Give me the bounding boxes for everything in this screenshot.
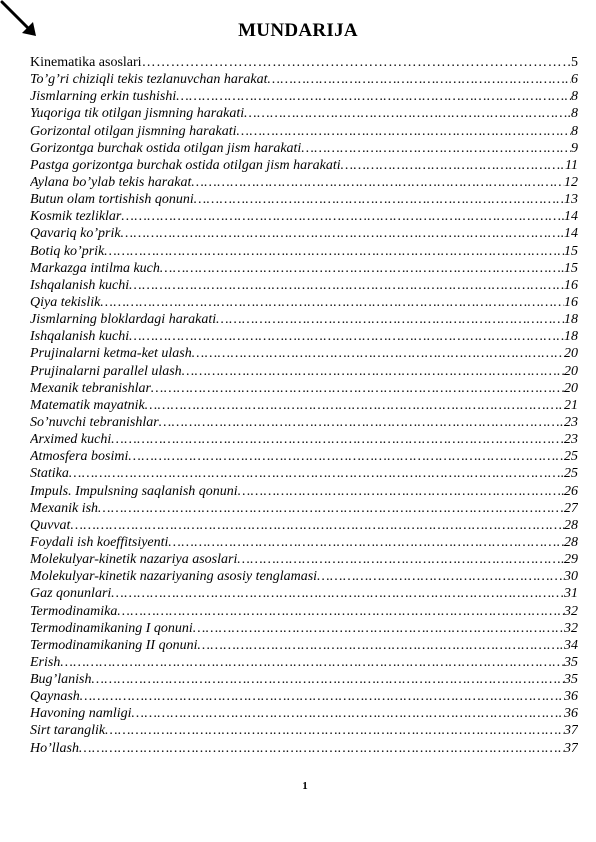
- toc-entry-page: 35: [564, 654, 578, 670]
- toc-entry-page: 20: [564, 363, 578, 379]
- toc-entry-title: Gorizontga burchak ostida otilgan jism harakati: [30, 140, 302, 156]
- toc-entry-page: 15: [564, 243, 578, 259]
- toc-entry-title: Butun olam tortishish qonuni: [30, 192, 194, 208]
- toc-entry[interactable]: [30, 105, 578, 122]
- toc-entry[interactable]: [30, 500, 578, 517]
- toc-entry[interactable]: [30, 208, 578, 225]
- toc-entry[interactable]: [30, 260, 578, 277]
- toc-entry-title: Impuls. Impulsning saqlanish qonuni: [30, 483, 238, 499]
- toc-entry-title: Mexanik ish: [30, 500, 99, 516]
- toc-entry-page: 12: [564, 174, 578, 190]
- toc-entry-title: Kinematika asoslari: [30, 55, 142, 70]
- toc-entry-title: Ishqalanish kuchi: [30, 277, 130, 293]
- dot-leader: [111, 585, 564, 602]
- toc-entry-title: Qavariq ko’prik: [30, 226, 121, 242]
- toc-entry[interactable]: [30, 328, 578, 345]
- dot-leader: [145, 397, 564, 414]
- toc-entry-title: Erish: [30, 654, 61, 670]
- toc-entry-title: Pastga gorizontga burchak ostida otilgan jism harakati: [30, 157, 341, 173]
- toc-entry-page: 34: [564, 637, 578, 653]
- toc-entry-page: 8: [571, 123, 578, 139]
- toc-entry[interactable]: [30, 568, 578, 585]
- toc-entry[interactable]: [30, 517, 578, 534]
- dot-leader: [128, 448, 564, 465]
- toc-entry-title: Gorizontal otilgan jismning harakati: [30, 123, 237, 139]
- dot-leader: [237, 123, 571, 140]
- toc-entry-page: 18: [564, 329, 578, 345]
- dot-leader: [91, 671, 564, 688]
- toc-entry-page: 36: [564, 689, 578, 705]
- toc-entry[interactable]: [30, 483, 578, 500]
- dot-leader: [121, 208, 564, 225]
- toc-entry-page: 31: [564, 586, 578, 602]
- dot-leader: [80, 688, 564, 705]
- toc-entry[interactable]: [30, 551, 578, 568]
- toc-entry-page: 13: [564, 192, 578, 208]
- toc-entry[interactable]: [30, 345, 578, 362]
- toc-entry-page: 9: [571, 140, 578, 156]
- toc-entry[interactable]: [30, 363, 578, 380]
- dot-leader: [111, 431, 564, 448]
- dot-leader: [129, 277, 564, 294]
- toc-entry[interactable]: [30, 448, 578, 465]
- toc-entry[interactable]: [30, 620, 578, 637]
- toc-entry[interactable]: [30, 294, 578, 311]
- toc-entry-page: 21: [564, 397, 578, 413]
- toc-entry[interactable]: [30, 54, 578, 71]
- toc-entry-title: Kosmik tezliklar: [30, 209, 122, 225]
- toc-entry-page: 26: [564, 483, 578, 499]
- dot-leader: [194, 191, 564, 208]
- toc-entry-title: To’g’ri chiziqli tekis tezlanuvchan harakat: [30, 72, 268, 88]
- toc-entry[interactable]: [30, 277, 578, 294]
- toc-entry-title: Mexanik tebranishlar: [30, 380, 151, 396]
- dot-leader: [192, 345, 564, 362]
- toc-entry[interactable]: [30, 465, 578, 482]
- toc-entry-title: Molekulyar-kinetik nazariya asoslari: [30, 552, 238, 568]
- toc-entry[interactable]: [30, 380, 578, 397]
- toc-entry[interactable]: [30, 705, 578, 722]
- toc-entry[interactable]: [30, 191, 578, 208]
- toc-entry-title: Foydali ish koeffitsiyenti: [30, 534, 169, 550]
- toc-entry-title: Prujinalarni parallel ulash: [30, 363, 182, 379]
- toc-entry-title: So’nuvchi tebranishlar: [30, 414, 159, 430]
- toc-entry-title: Bug’lanish: [30, 672, 92, 688]
- toc-entry-title: Botiq ko’prik: [30, 243, 105, 259]
- toc-entry-title: Atmosfera bosimi: [30, 449, 129, 465]
- toc-entry-title: Molekulyar-kinetik nazariyaning asosiy tenglamasi: [30, 569, 318, 585]
- toc-entry-page: 8: [571, 106, 578, 122]
- dot-leader: [142, 54, 571, 71]
- toc-entry-page: 14: [564, 226, 578, 242]
- dot-leader: [176, 88, 571, 105]
- dot-leader: [191, 174, 564, 191]
- toc-entry-page: 20: [564, 380, 578, 396]
- toc-entry[interactable]: [30, 671, 578, 688]
- dot-leader: [60, 654, 564, 671]
- dot-leader: [70, 517, 564, 534]
- toc-entry-title: Markazga intilma kuch: [30, 260, 160, 276]
- toc-entry-page: 36: [564, 706, 578, 722]
- toc-entry-page: 14: [564, 209, 578, 225]
- toc-entry-page: 28: [564, 534, 578, 550]
- toc-entry[interactable]: [30, 140, 578, 157]
- toc-entry-title: Termodinamikaning II qonuni: [30, 637, 198, 653]
- page-title: MUNDARIJA: [238, 20, 358, 41]
- toc-entry-page: 32: [564, 620, 578, 636]
- dot-leader: [160, 260, 564, 277]
- toc-entry-page: 23: [564, 414, 578, 430]
- toc-entry-title: Termodinamika: [30, 603, 118, 619]
- toc-entry-page: 11: [565, 157, 578, 173]
- table-of-contents: [30, 54, 578, 757]
- dot-leader: [301, 140, 571, 157]
- toc-entry[interactable]: [30, 688, 578, 705]
- toc-entry-page: 23: [564, 432, 578, 448]
- dot-leader: [121, 225, 564, 242]
- toc-entry-title: Quvvat: [30, 517, 71, 533]
- toc-entry[interactable]: [30, 637, 578, 654]
- toc-entry-page: 18: [564, 312, 578, 328]
- toc-entry[interactable]: [30, 534, 578, 551]
- dot-leader: [69, 465, 564, 482]
- toc-entry[interactable]: [30, 88, 578, 105]
- dot-leader: [238, 483, 564, 500]
- toc-entry-title: Qiya tekislik: [30, 294, 101, 310]
- toc-entry[interactable]: [30, 414, 578, 431]
- dot-leader: [151, 380, 564, 397]
- toc-entry-title: Jismlarning bloklardagi harakati: [30, 312, 217, 328]
- dot-leader: [105, 722, 564, 739]
- toc-entry-page: 30: [564, 569, 578, 585]
- dot-leader: [317, 568, 564, 585]
- toc-entry-page: 20: [564, 346, 578, 362]
- toc-entry[interactable]: [30, 311, 578, 328]
- toc-entry-title: Gaz qonunlari: [30, 586, 112, 602]
- toc-entry[interactable]: [30, 722, 578, 739]
- dot-leader: [168, 534, 564, 551]
- toc-entry[interactable]: [30, 174, 578, 191]
- page-number: 1: [302, 780, 308, 792]
- toc-entry-title: Termodinamikaning I qonuni: [30, 620, 193, 636]
- dot-leader: [197, 637, 564, 654]
- toc-entry-page: 5: [571, 55, 578, 70]
- toc-entry-page: 32: [564, 603, 578, 619]
- dot-leader: [193, 620, 564, 637]
- toc-entry-page: 35: [564, 672, 578, 688]
- toc-entry-title: Qaynash: [30, 689, 80, 705]
- toc-entry[interactable]: [30, 243, 578, 260]
- dot-leader: [100, 294, 564, 311]
- toc-entry[interactable]: [30, 397, 578, 414]
- dot-leader: [244, 105, 571, 122]
- toc-entry-title: Ho’llash: [30, 740, 79, 756]
- toc-entry-title: Havoning namligi: [30, 706, 132, 722]
- dot-leader: [129, 328, 564, 345]
- toc-entry-title: Arximed kuchi: [30, 432, 112, 448]
- toc-entry-page: 37: [564, 723, 578, 739]
- toc-entry-page: 28: [564, 517, 578, 533]
- toc-entry-title: Ishqalanish kuchi: [30, 329, 130, 345]
- toc-entry-page: 25: [564, 466, 578, 482]
- toc-entry-title: Matematik mayatnik: [30, 397, 145, 413]
- toc-entry-title: Yuqoriga tik otilgan jismning harakati: [30, 106, 245, 122]
- dot-leader: [216, 311, 564, 328]
- dot-leader: [104, 243, 564, 260]
- toc-entry[interactable]: [30, 603, 578, 620]
- toc-entry[interactable]: [30, 71, 578, 88]
- dot-leader: [159, 414, 564, 431]
- toc-entry[interactable]: [30, 654, 578, 671]
- toc-entry-title: Prujinalarni ketma-ket ulash: [30, 346, 192, 362]
- toc-entry-page: 25: [564, 449, 578, 465]
- dot-leader: [182, 363, 564, 380]
- toc-entry-title: Aylana bo’ylab tekis harakat: [30, 174, 192, 190]
- toc-entry-page: 16: [564, 277, 578, 293]
- dot-leader: [341, 157, 565, 174]
- toc-entry[interactable]: [30, 585, 578, 602]
- toc-entry-page: 29: [564, 552, 578, 568]
- toc-entry-title: Sirt taranglik: [30, 723, 106, 739]
- toc-entry-page: 8: [571, 89, 578, 105]
- toc-entry-page: 27: [564, 500, 578, 516]
- toc-entry-title: Statika: [30, 466, 69, 482]
- toc-entry[interactable]: [30, 123, 578, 140]
- dot-leader: [132, 705, 565, 722]
- toc-entry-page: 16: [564, 294, 578, 310]
- toc-entry[interactable]: [30, 740, 578, 757]
- toc-entry-page: 6: [571, 72, 578, 88]
- toc-entry-page: 15: [564, 260, 578, 276]
- toc-entry-title: Jismlarning erkin tushishi: [30, 89, 177, 105]
- toc-entry[interactable]: [30, 225, 578, 242]
- dot-leader: [237, 551, 564, 568]
- toc-entry[interactable]: [30, 431, 578, 448]
- dot-leader: [117, 603, 564, 620]
- dot-leader: [98, 500, 564, 517]
- dot-leader: [267, 71, 571, 88]
- toc-entry[interactable]: [30, 157, 578, 174]
- toc-entry-page: 37: [564, 740, 578, 756]
- dot-leader: [79, 740, 564, 757]
